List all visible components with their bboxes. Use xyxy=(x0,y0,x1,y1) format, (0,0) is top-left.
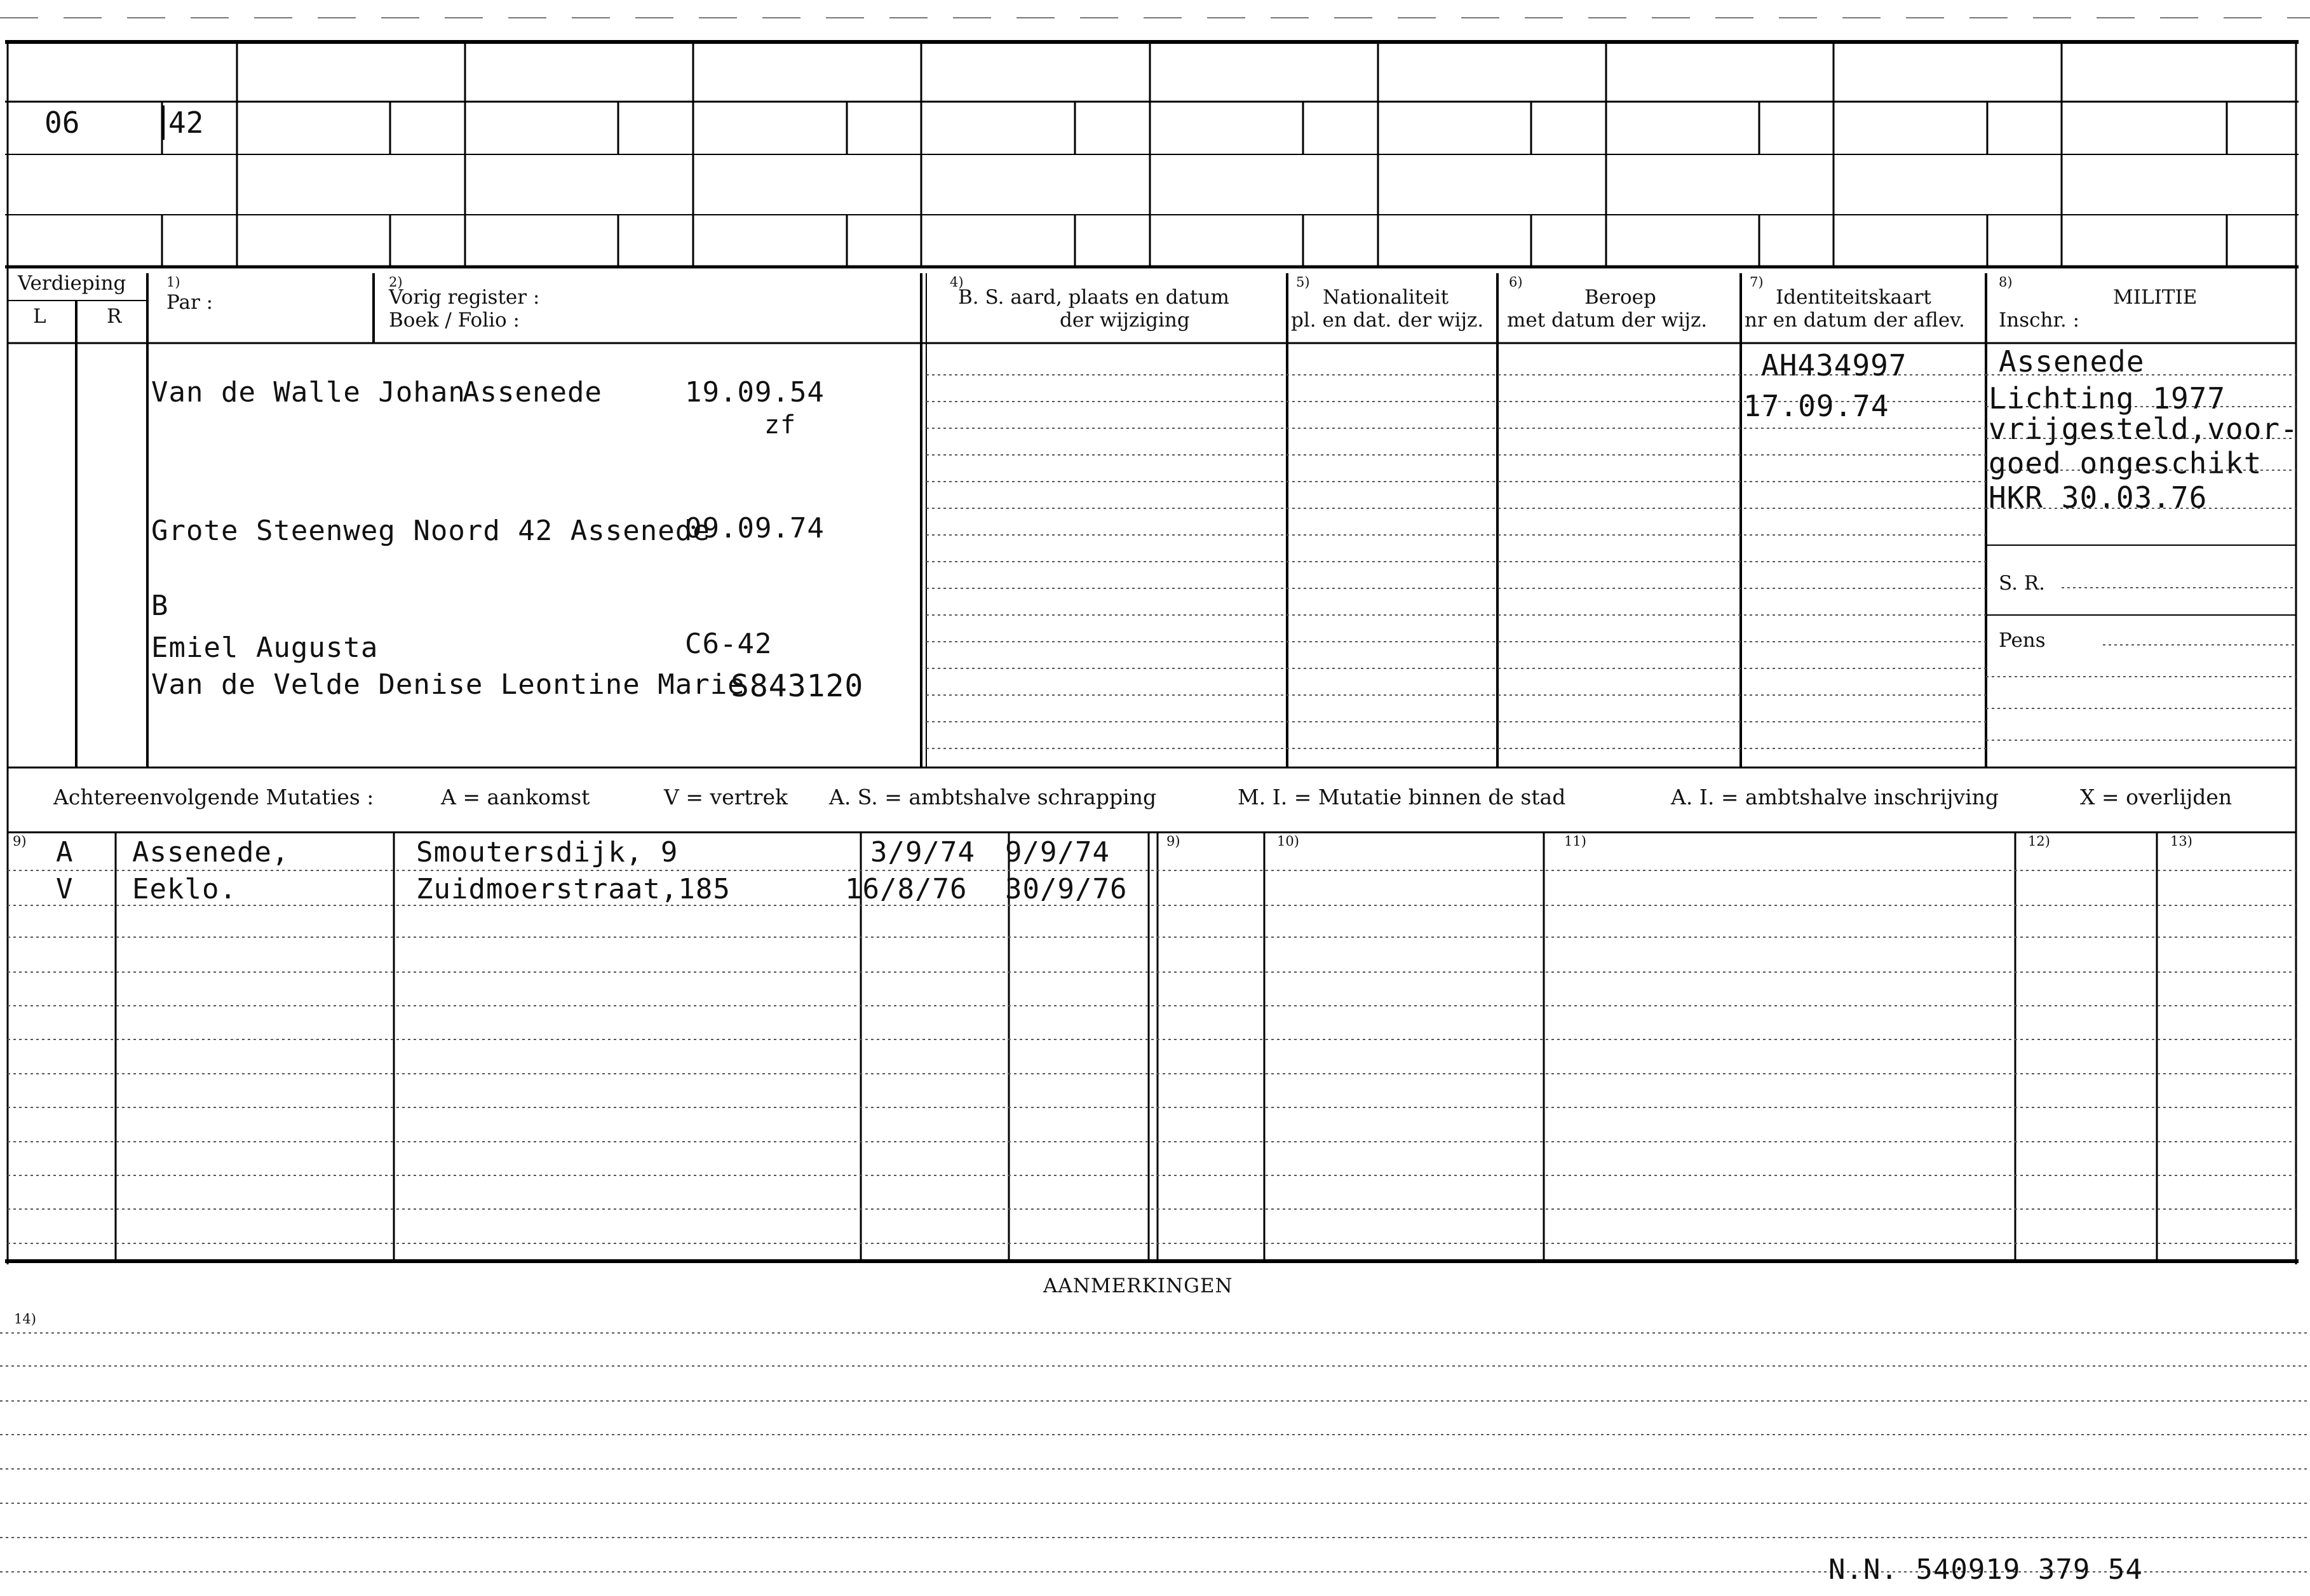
field-number-6: 6) xyxy=(1509,274,1523,290)
birth-date: 19.09.54 xyxy=(685,376,825,409)
mutation-col-label-9b: 9) xyxy=(1166,834,1180,849)
nationaliteit-sublabel: pl. en dat. der wijz. xyxy=(1291,309,1484,332)
mutation-row-1-place: Assenede, xyxy=(132,836,290,869)
field-number-4: 4) xyxy=(950,274,964,290)
floor-right-label: R xyxy=(107,305,122,328)
militie-status: vrijgesteld,voor- xyxy=(1989,412,2299,446)
birth-note: zf xyxy=(764,410,797,440)
field-number-2: 2) xyxy=(389,274,403,290)
verdieping-label: Verdieping xyxy=(18,272,126,295)
floor-left-label: L xyxy=(33,305,46,328)
parent-name: Emiel Augusta xyxy=(151,632,379,664)
boek-folio-label: Boek / Folio : xyxy=(389,309,520,332)
nationaliteit-label: Nationaliteit xyxy=(1323,286,1449,309)
pens-label: Pens xyxy=(1999,629,2046,652)
legend-ambtshalve-schrapping: A. S. = ambtshalve schrapping xyxy=(829,785,1157,809)
mutation-row-2-date1: 16/8/76 xyxy=(845,873,968,905)
mutation-row-2-place: Eeklo. xyxy=(132,873,237,905)
militie-label: MILITIE xyxy=(2113,286,2198,309)
par-label: Par : xyxy=(166,291,213,314)
mutation-row-2-date2: 30/9/76 xyxy=(1005,873,1128,905)
field-number-7: 7) xyxy=(1750,274,1764,290)
person-name: Van de Walle Johan xyxy=(151,376,466,409)
register-code-1: 06 xyxy=(44,105,80,140)
beroep-label: Beroep xyxy=(1584,286,1656,309)
mutation-row-2-code: V xyxy=(56,873,74,905)
militie-hkr: HKR 30.03.76 xyxy=(1989,480,2208,515)
identity-card-date: 17.09.74 xyxy=(1743,389,1889,423)
field-number-8: 8) xyxy=(1999,274,2013,290)
spouse-ref: S843120 xyxy=(731,668,864,704)
identiteitskaart-sublabel: nr en datum der aflev. xyxy=(1745,309,1965,332)
mutation-row-1-date2: 9/9/74 xyxy=(1005,836,1110,869)
field-number-5: 5) xyxy=(1296,274,1310,290)
field-number-1: 1) xyxy=(166,274,180,290)
identity-card-number: AH434997 xyxy=(1761,348,1907,382)
address-date: 09.09.74 xyxy=(685,512,825,544)
mutation-col-label-11: 11) xyxy=(1564,834,1586,849)
militie-place: Assenede xyxy=(1999,344,2145,379)
legend-mutatie-binnen-stad: M. I. = Mutatie binnen de stad xyxy=(1238,785,1566,809)
mutation-col-label-13: 13) xyxy=(2170,834,2192,849)
legend-overlijden: X = overlijden xyxy=(2080,785,2232,809)
mutation-row-2-address: Zuidmoerstraat,185 xyxy=(416,873,731,905)
register-code-2: 42 xyxy=(162,105,203,140)
mutation-col-label-9: 9) xyxy=(13,834,27,849)
remarks-title: AANMERKINGEN xyxy=(1043,1275,1233,1297)
inschr-label: Inschr. : xyxy=(1999,309,2080,332)
mutation-row-1-code: A xyxy=(56,836,74,869)
legend-ambtshalve-inschrijving: A. I. = ambtshalve inschrijving xyxy=(1671,785,1999,809)
identiteitskaart-label: Identiteitskaart xyxy=(1776,286,1931,309)
militie-reason: goed ongeschikt xyxy=(1989,446,2262,480)
marital-code: B xyxy=(151,590,169,622)
legend-vertrek: V = vertrek xyxy=(664,785,788,809)
national-number: N.N. 540919 379 54 xyxy=(1828,1553,2143,1586)
address-line: Grote Steenweg Noord 42 Assenede xyxy=(151,515,710,547)
spouse-name: Van de Velde Denise Leontine Marie xyxy=(151,668,745,701)
beroep-sublabel: met datum der wijz. xyxy=(1507,309,1708,332)
bs-label-line2: der wijziging xyxy=(1060,309,1190,332)
legend-title: Achtereenvolgende Mutaties : xyxy=(53,785,374,809)
birth-place: Assenede xyxy=(463,376,602,409)
remarks-field-number: 14) xyxy=(14,1311,36,1327)
militie-lichting: Lichting 1977 xyxy=(1989,381,2226,416)
bs-label-line1: B. S. aard, plaats en datum xyxy=(958,286,1229,309)
mutation-col-label-12: 12) xyxy=(2028,834,2050,849)
mutation-row-1-date1: 3/9/74 xyxy=(870,836,975,869)
mutation-col-label-10: 10) xyxy=(1277,834,1299,849)
vorig-register-label: Vorig register : xyxy=(389,286,540,309)
mutation-row-1-address: Smoutersdijk, 9 xyxy=(416,836,679,869)
parent-ref: C6-42 xyxy=(685,628,773,660)
sr-label: S. R. xyxy=(1999,572,2046,595)
legend-aankomst: A = aankomst xyxy=(441,785,590,809)
